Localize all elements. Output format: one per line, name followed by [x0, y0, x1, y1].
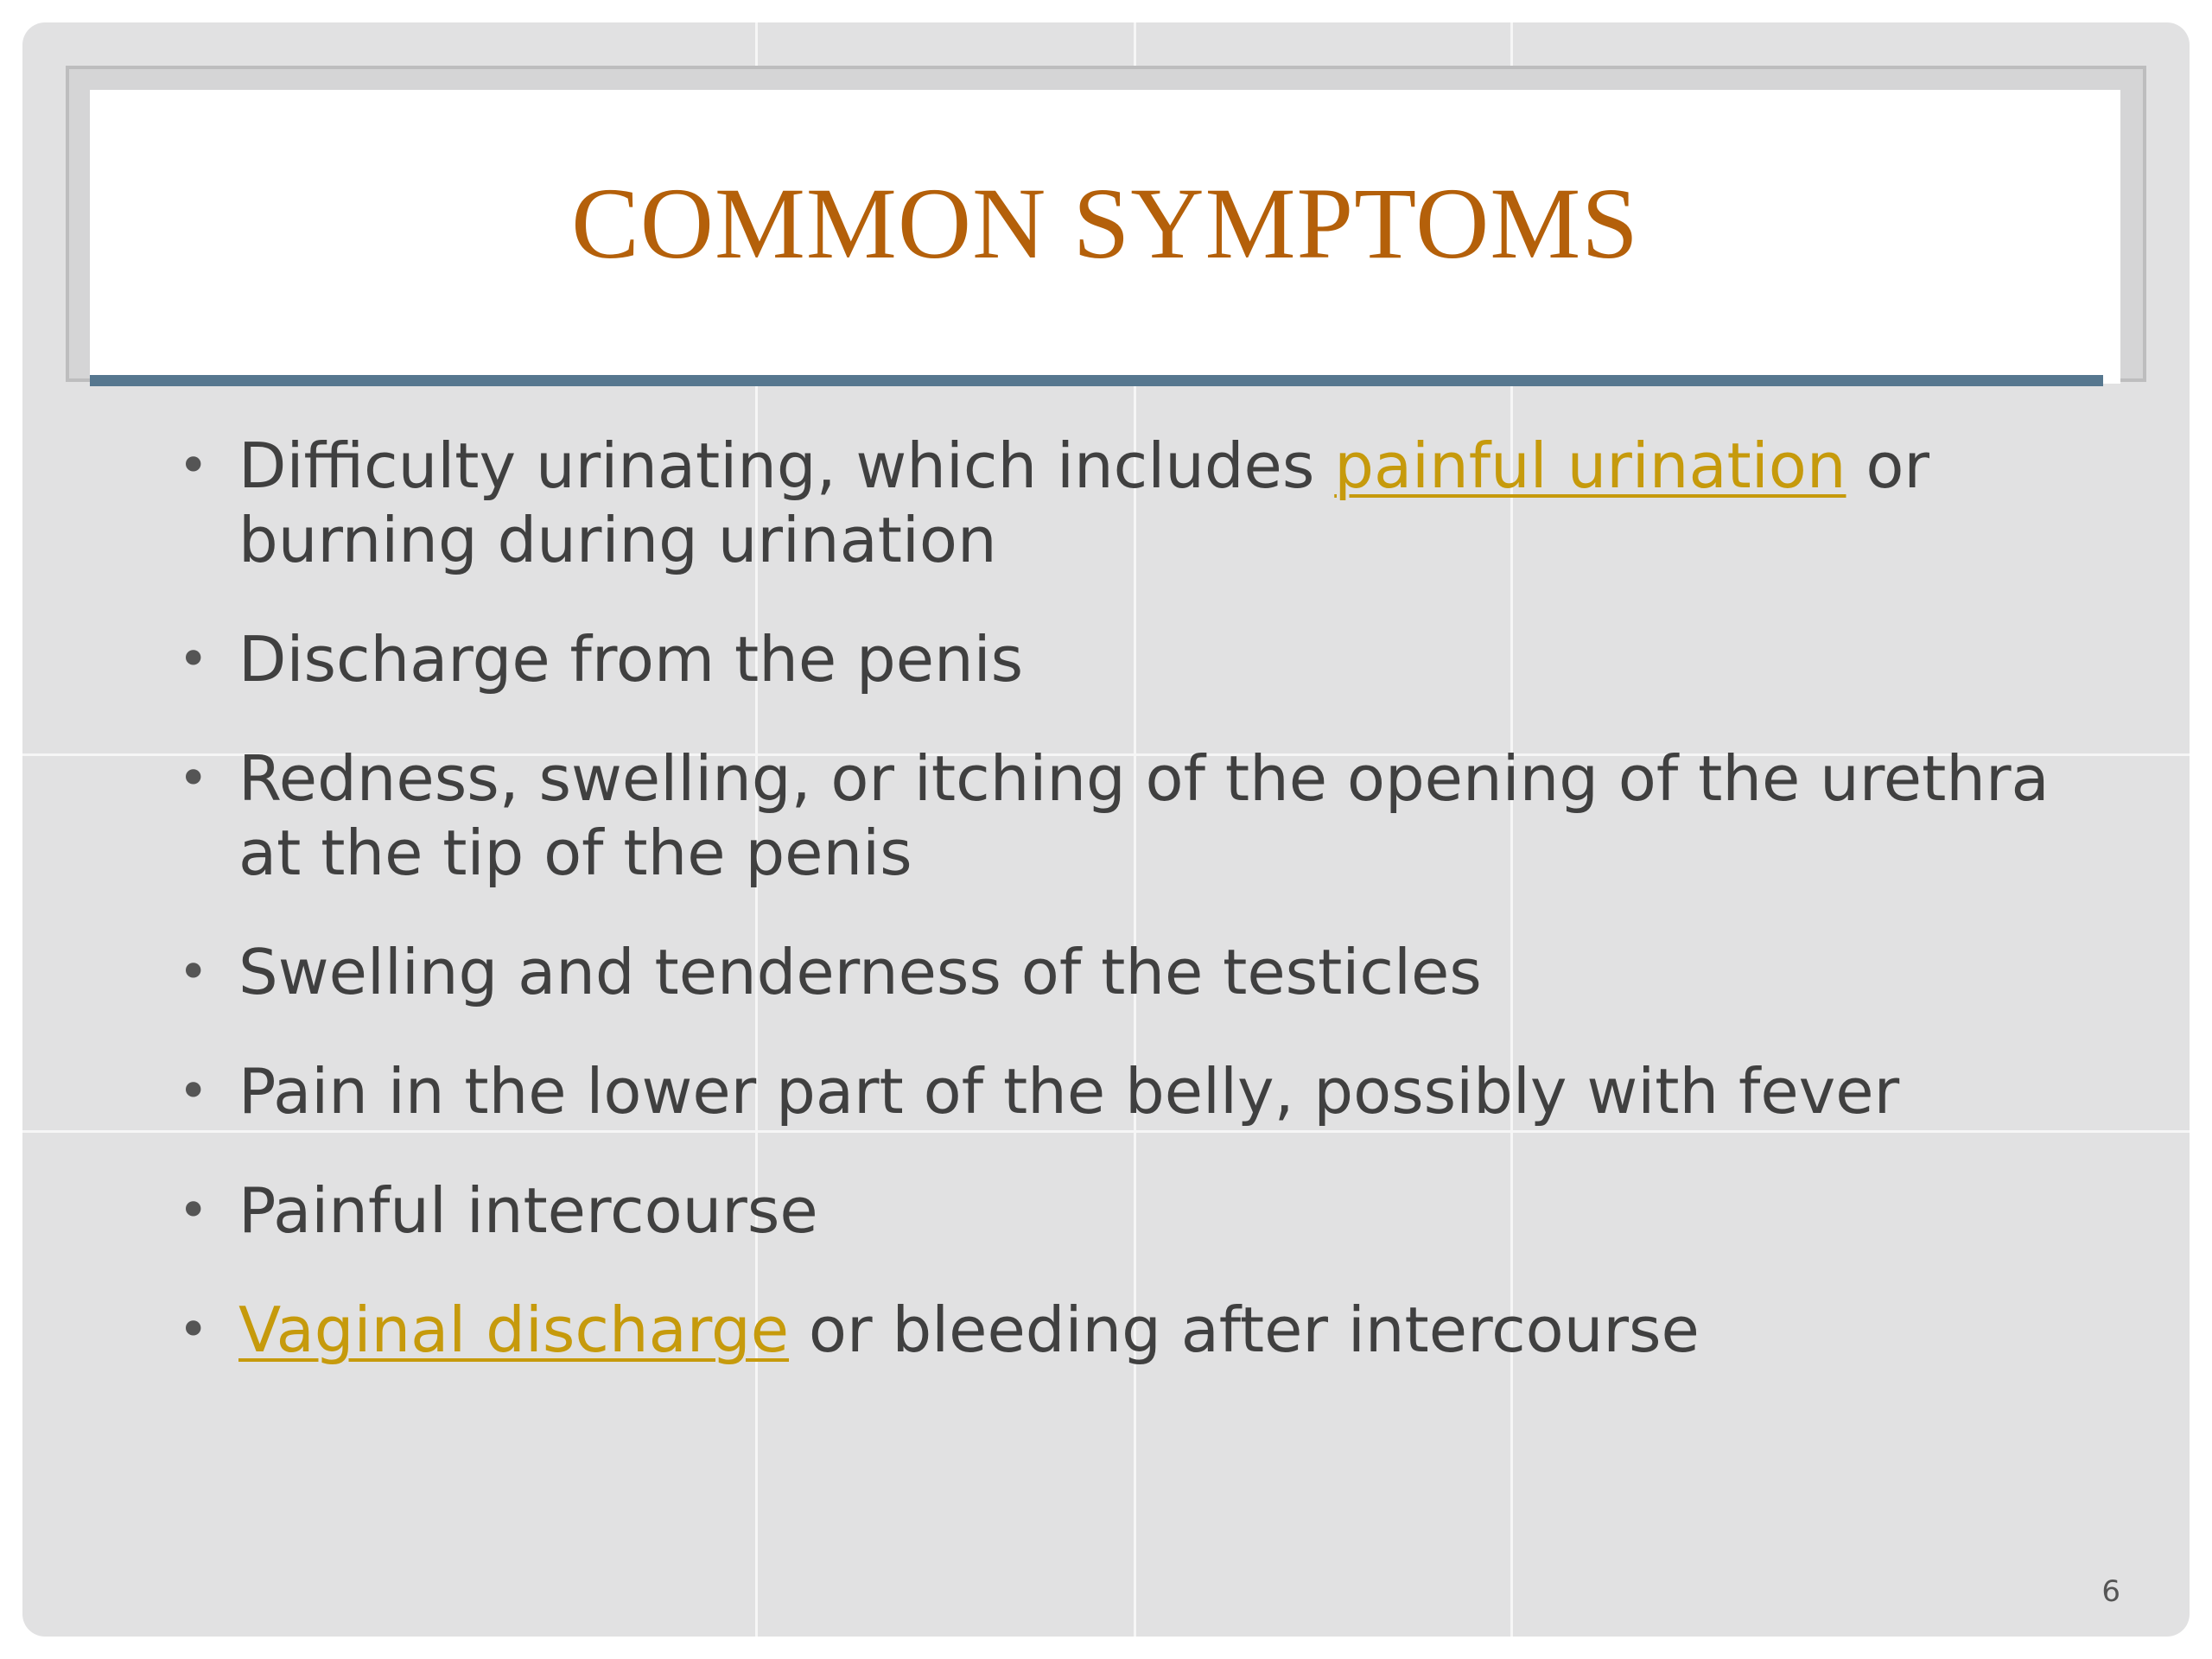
bullet-text: Pain in the lower part of the belly, possibly with fever — [238, 1055, 1900, 1128]
list-item — [161, 1293, 2062, 1367]
bullet-text: Swelling and tenderness of the testicles — [238, 936, 1482, 1008]
bullet-icon: • — [178, 748, 209, 809]
bullet-text: or bleeding after intercourse — [789, 1294, 1700, 1366]
bullet-icon: • — [178, 435, 209, 496]
list-item — [161, 741, 2062, 890]
bullet-list — [161, 429, 2062, 1412]
bullet-icon: • — [178, 1300, 209, 1360]
list-item — [161, 622, 2062, 696]
bullet-text: Painful intercourse — [238, 1174, 818, 1247]
bullet-icon: • — [178, 942, 209, 1002]
list-item — [161, 1054, 2062, 1128]
list-item — [161, 1173, 2062, 1248]
bullet-text: or burning during urination — [238, 429, 1930, 576]
vaginal-discharge-link[interactable]: Vaginal discharge — [238, 1294, 790, 1366]
bullet-icon: • — [178, 1061, 209, 1122]
list-item — [161, 429, 2062, 577]
bullet-text: Redness, swelling, or itching of the opening of the urethra at the tip of the penis — [238, 742, 2050, 889]
painful-urination-link[interactable]: painful urination — [1334, 429, 1847, 502]
bullet-text: Difficulty urinating, which includes — [238, 429, 1335, 502]
list-item — [161, 935, 2062, 1009]
title-box — [90, 90, 2120, 384]
bullet-icon: • — [178, 629, 209, 690]
slide — [22, 22, 2190, 1637]
slide-title: COMMON SYMPTOMS — [571, 167, 1639, 280]
title-accent-bar — [90, 375, 2103, 386]
bullet-text: Discharge from the penis — [238, 623, 1024, 696]
bullet-icon: • — [178, 1180, 209, 1241]
page-number: 6 — [2101, 1574, 2120, 1609]
